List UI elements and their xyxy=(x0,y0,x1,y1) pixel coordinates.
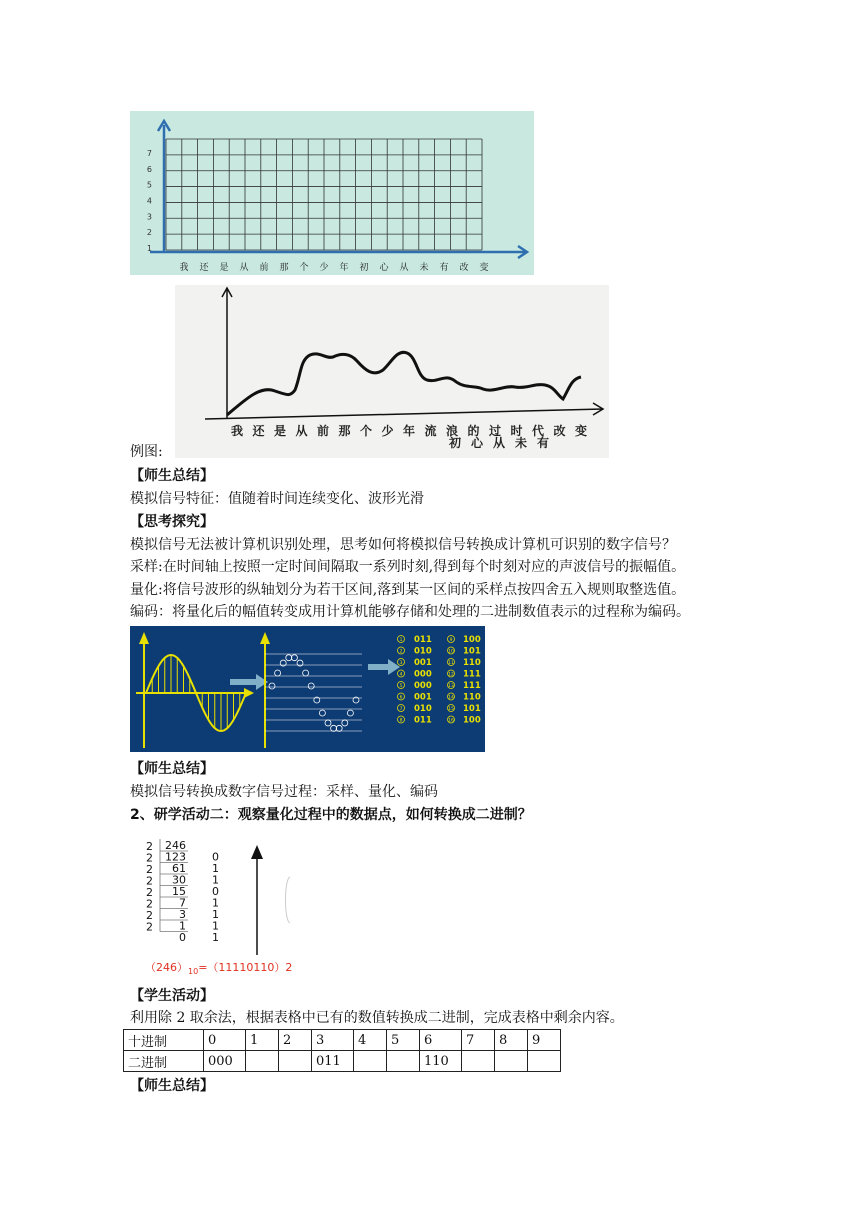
table-cell: 7 xyxy=(462,1030,495,1051)
summary-heading: 【师生总结】 xyxy=(130,468,214,484)
index-label: 11 xyxy=(448,661,454,666)
divisor-label: 2 xyxy=(146,909,153,922)
sample-point xyxy=(291,655,297,661)
conversion-table xyxy=(123,1029,561,1072)
binary-code: 110 xyxy=(463,658,481,668)
x-tick-label: 那 xyxy=(279,263,289,273)
y-tick-label: 2 xyxy=(146,228,152,238)
result-subscript: 10 xyxy=(188,967,199,977)
quotient-label: 30 xyxy=(172,873,186,887)
y-tick-label: 1 xyxy=(146,244,152,254)
digitize-figure xyxy=(130,626,485,752)
table-cell: 4 xyxy=(354,1030,387,1051)
divisor-label: 2 xyxy=(146,863,153,876)
table-cell: 011 xyxy=(312,1051,354,1072)
y-tick-label: 5 xyxy=(146,180,152,190)
x-tick-label: 流 xyxy=(424,424,437,438)
grid-figure xyxy=(130,111,534,275)
index-label: 4 xyxy=(399,672,403,678)
x-tick-label: 代 xyxy=(531,424,545,438)
x-tick-label: 从 xyxy=(239,263,249,273)
division-figure xyxy=(140,835,440,975)
x-tick-label: 少 xyxy=(381,424,394,438)
x-tick-label: 从 xyxy=(295,424,308,438)
divisor-label: 2 xyxy=(146,840,153,853)
x-tick-label: 还 xyxy=(199,263,209,273)
table-cell: 5 xyxy=(387,1030,420,1051)
x-tick-label: 我 xyxy=(230,424,244,438)
table-cell: 2 xyxy=(279,1030,312,1051)
quotient-label: 0 xyxy=(179,931,186,944)
x-tick-label: 浪 xyxy=(445,424,459,438)
binary-code: 001 xyxy=(414,692,432,703)
grid-chart xyxy=(130,111,534,275)
y-tick-label: 4 xyxy=(146,196,152,206)
x-tick-label: 是 xyxy=(273,424,287,438)
x-tick-label: 改 xyxy=(459,263,469,273)
table-cell xyxy=(354,1051,387,1072)
binary-code: 110 xyxy=(463,692,481,703)
remainder-label: 1 xyxy=(212,919,219,933)
x-tick-label: 未 xyxy=(419,263,429,273)
x-tick-label: 有 xyxy=(439,263,449,273)
digitize-diagram xyxy=(130,626,485,752)
summary-heading: 【师生总结】 xyxy=(130,761,214,777)
index-label: 7 xyxy=(399,707,403,712)
index-label: 10 xyxy=(448,649,454,655)
binary-code: 011 xyxy=(414,635,432,645)
index-label: 1 xyxy=(399,638,403,643)
table-cell xyxy=(495,1051,528,1072)
division-result xyxy=(145,959,292,976)
index-label: 6 xyxy=(399,695,403,701)
remainder-label: 1 xyxy=(212,873,219,887)
remainder-label: 1 xyxy=(212,908,219,921)
binary-code: 000 xyxy=(414,669,432,680)
explore-heading: 【思考探究】 xyxy=(130,514,214,530)
index-label: 15 xyxy=(448,707,454,712)
x-tick-label: 心 xyxy=(470,436,484,450)
result-left: （246） xyxy=(145,961,188,974)
x-tick-label: 个 xyxy=(359,424,373,438)
y-tick-label: 7 xyxy=(146,148,152,158)
index-label: 16 xyxy=(448,718,454,724)
x-tick-label: 前 xyxy=(316,424,330,438)
x-tick-label: 时 xyxy=(510,424,523,438)
x-tick-label: 变 xyxy=(479,263,489,273)
binary-code: 100 xyxy=(463,715,481,726)
x-tick-label: 前 xyxy=(259,263,269,273)
hand-drawn-waveform xyxy=(175,285,609,458)
x-tick-label: 心 xyxy=(379,263,389,273)
quotient-label: 123 xyxy=(165,850,186,864)
sample-point xyxy=(325,720,331,726)
quotient-label: 15 xyxy=(172,885,186,898)
x-tick-label: 是 xyxy=(219,263,229,273)
y-tick-label: 3 xyxy=(146,212,152,222)
sample-point xyxy=(331,725,337,731)
x-tick-label: 少 xyxy=(319,263,329,273)
sample-point xyxy=(269,683,275,689)
x-tick-label: 有 xyxy=(536,436,550,450)
y-axis-arrow xyxy=(139,632,149,644)
table-cell: 6 xyxy=(420,1030,462,1051)
table-cell: 3 xyxy=(312,1030,354,1051)
x-tick-label: 初 xyxy=(448,436,462,450)
table-cell xyxy=(528,1051,561,1072)
table-cell: 8 xyxy=(495,1030,528,1051)
binary-code: 011 xyxy=(414,715,432,726)
table-row xyxy=(124,1051,561,1072)
x-tick-label: 年 xyxy=(339,263,349,273)
explore-line: 模拟信号无法被计算机识别处理，思考如何将模拟信号转换成计算机可识别的数字信号？ xyxy=(130,537,676,553)
sample-point xyxy=(303,670,309,676)
binary-code: 111 xyxy=(463,681,481,691)
remainder-label: 1 xyxy=(212,862,219,875)
index-label: 13 xyxy=(448,684,454,689)
binary-code: 101 xyxy=(463,646,481,657)
table-cell: 110 xyxy=(420,1051,462,1072)
quotient-label: 3 xyxy=(179,908,186,921)
process-arrow-head xyxy=(256,674,268,690)
activity-title: 2、研学活动二：观察量化过程中的数据点，如何转换成二进制？ xyxy=(130,807,532,823)
binary-code: 000 xyxy=(414,681,432,691)
index-label: 9 xyxy=(449,638,453,643)
binary-code: 101 xyxy=(463,704,481,714)
table-cell: 二进制 xyxy=(124,1051,204,1072)
x-tick-label: 未 xyxy=(514,436,528,450)
quotient-label: 246 xyxy=(165,839,186,852)
x-tick-label: 那 xyxy=(338,424,351,438)
remainder-label: 1 xyxy=(212,896,219,910)
table-cell: 9 xyxy=(528,1030,561,1051)
remainder-label: 0 xyxy=(212,850,219,864)
table-cell xyxy=(246,1051,279,1072)
y-axis-arrow xyxy=(260,632,270,644)
sample-point xyxy=(308,683,314,689)
explore-line-encoding: 编码：将量化后的幅值转变成用计算机能够存储和处理的二进制数值表示的过程称为编码。 xyxy=(130,604,690,620)
index-label: 8 xyxy=(399,718,403,724)
table-cell xyxy=(462,1051,495,1072)
process-arrow xyxy=(368,664,388,670)
binary-code: 100 xyxy=(463,635,481,645)
table-cell xyxy=(387,1051,420,1072)
binary-code: 001 xyxy=(414,658,432,668)
divisor-label: 2 xyxy=(146,874,153,888)
x-tick-label: 的 xyxy=(467,424,480,438)
divisor-label: 2 xyxy=(146,897,153,911)
table-cell: 十进制 xyxy=(124,1030,204,1051)
table-cell: 0 xyxy=(204,1030,246,1051)
x-tick-label: 初 xyxy=(359,263,369,273)
x-tick-label: 改 xyxy=(553,424,566,438)
summary-text: 模拟信号转换成数字信号过程：采样、量化、编码 xyxy=(130,784,438,800)
remainder-label: 1 xyxy=(212,931,219,944)
table-cell xyxy=(279,1051,312,1072)
division-diagram xyxy=(140,835,440,975)
process-arrow xyxy=(230,679,256,685)
x-tick-label: 从 xyxy=(492,436,506,450)
quotient-label: 1 xyxy=(179,919,186,933)
x-tick-label: 个 xyxy=(299,263,309,273)
quotient-label: 61 xyxy=(172,862,186,875)
sample-point xyxy=(319,710,325,716)
student-text: 利用除 2 取余法，根据表格中已有的数值转换成二进制，完成表格中剩余内容。 xyxy=(130,1010,624,1026)
y-tick-label: 6 xyxy=(146,164,152,174)
index-label: 5 xyxy=(399,684,403,689)
table-cell: 000 xyxy=(204,1051,246,1072)
process-arrow-head xyxy=(388,659,400,675)
sample-point xyxy=(286,655,292,661)
example-figure xyxy=(175,285,609,458)
remainder-label: 0 xyxy=(212,885,219,898)
divisor-label: 2 xyxy=(146,851,153,865)
x-tick-label: 从 xyxy=(399,263,409,273)
quotient-label: 7 xyxy=(179,896,186,910)
x-tick-label: 变 xyxy=(574,424,588,438)
x-tick-label: 我 xyxy=(179,263,189,273)
index-label: 2 xyxy=(399,649,403,655)
sample-point xyxy=(342,720,348,726)
summary-heading: 【师生总结】 xyxy=(130,1078,214,1094)
index-label: 14 xyxy=(448,695,454,701)
divisor-label: 2 xyxy=(146,886,153,899)
student-heading: 【学生活动】 xyxy=(130,988,214,1004)
explore-line-quantization: 量化:将信号波形的纵轴划分为若干区间,落到某一区间的采样点按四舍五入规则取整选值。 xyxy=(130,582,686,598)
binary-code: 010 xyxy=(414,704,432,714)
result-right: =（11110110）2 xyxy=(198,961,293,974)
table-row xyxy=(124,1030,561,1051)
summary-text: 模拟信号特征：值随着时间连续变化、波形光滑 xyxy=(130,491,424,507)
sample-point xyxy=(336,725,342,731)
binary-code: 111 xyxy=(463,669,481,680)
explore-line-sampling: 采样:在时间轴上按照一定时间间隔取一系列时刻,得到每个时刻对应的声波信号的振幅值。 xyxy=(130,559,686,575)
binary-code: 010 xyxy=(414,646,432,657)
divisor-label: 2 xyxy=(146,920,153,934)
sample-point xyxy=(347,710,353,716)
table-cell: 1 xyxy=(246,1030,279,1051)
x-tick-label: 还 xyxy=(252,424,265,438)
x-tick-label: 过 xyxy=(488,424,502,438)
example-label: 例图: xyxy=(130,444,163,460)
index-label: 12 xyxy=(448,672,454,678)
index-label: 3 xyxy=(399,661,403,666)
x-tick-label: 年 xyxy=(402,424,416,438)
sample-point xyxy=(275,670,281,676)
